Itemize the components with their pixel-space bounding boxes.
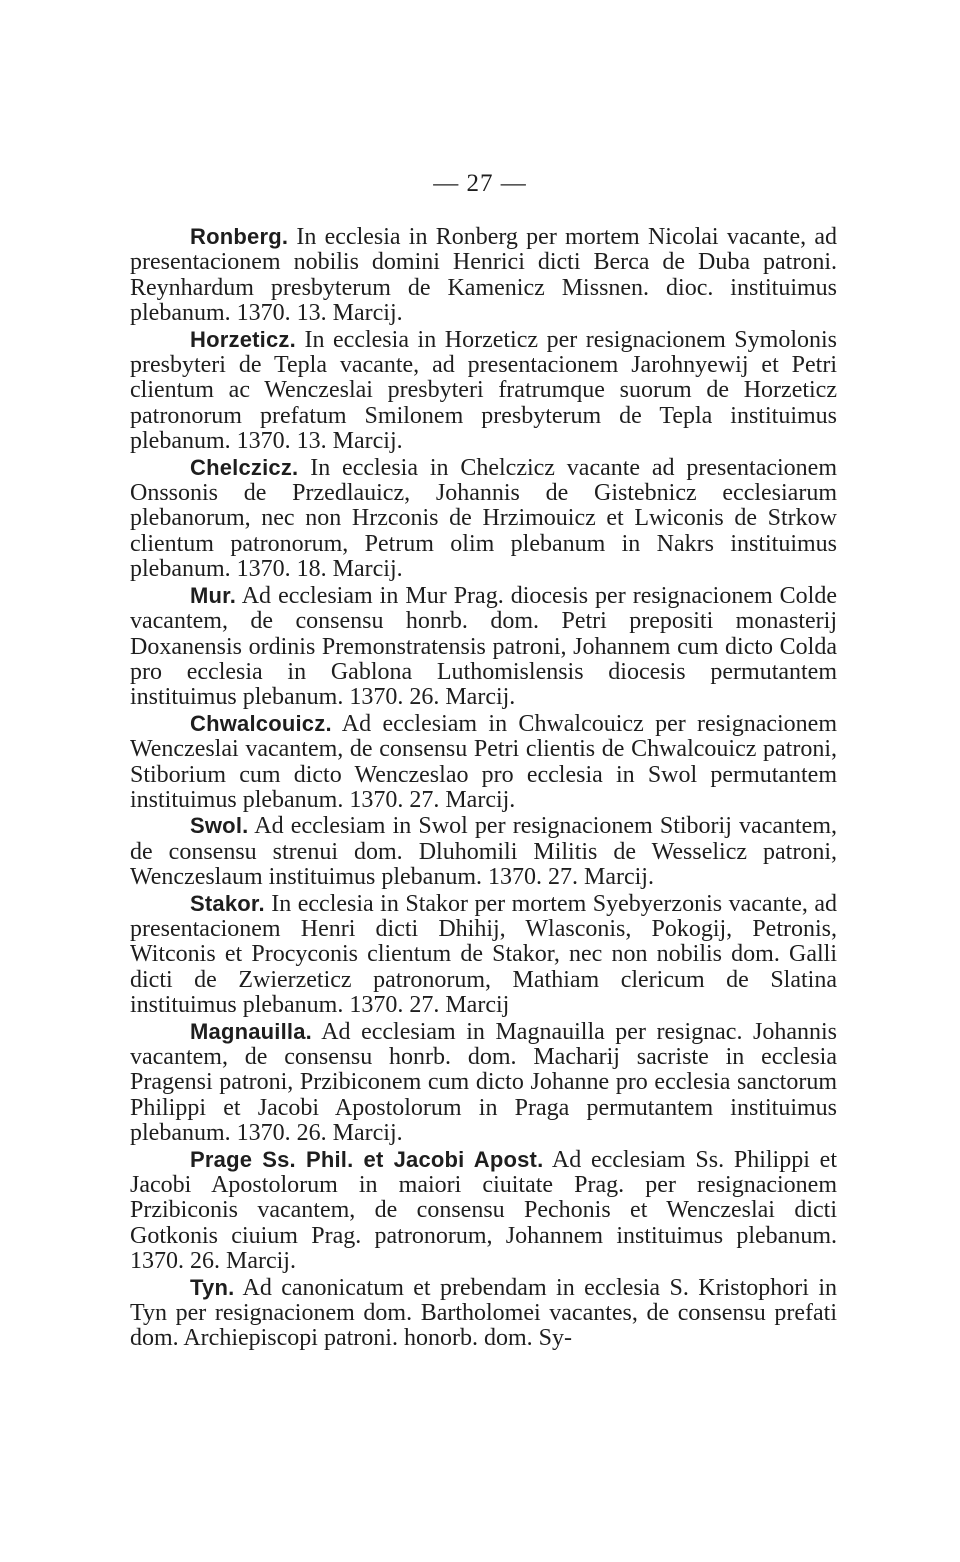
entry-text: Ad ecclesiam in Mur Prag. diocesis per resignacionem Colde vacantem, de consensu honrb. dom. Petri prepositi monasterij Doxanensis ordinis Premonstratensis patroni, Johannem cum dicto Colda pro ecclesia in Gablona Luthomislensis diocesis permutantem instituimus plebanum. 1370. 26. Marcij. (130, 582, 837, 711)
entry-horzeticz (130, 327, 837, 455)
entry-heading: Tyn. (190, 1274, 235, 1300)
entry-stakor (130, 891, 837, 1019)
entry-ronberg (130, 224, 837, 327)
entry-tyn (130, 1275, 837, 1352)
entry-text: Ad canonicatum et prebendam in ecclesia S. Kristophori in Tyn per resignacionem dom. Bartholomei vacantes, de consensu prefati dom. Archiepiscopi patroni. honorb. dom. Sy- (130, 1274, 837, 1352)
entry-text: In ecclesia in Ronberg per mortem Nicolai vacante, ad presentacionem nobilis domini Henrici dicti Berca de Duba patroni. Reynhardum presbyterum de Kamenicz Missnen. dioc. instituimus plebanum. 1370. 13. Marcij. (130, 224, 837, 327)
entry-chwalcouicz (130, 711, 837, 814)
entry-heading: Mur. (190, 582, 237, 608)
entry-mur (130, 583, 837, 711)
entry-magnauilla (130, 1019, 837, 1147)
entries-list (130, 224, 837, 1352)
entry-heading: Prage Ss. Phil. et Jacobi Apost. (190, 1146, 544, 1172)
entry-heading: Chelczicz. (190, 454, 299, 480)
entry-chelczicz (130, 455, 837, 583)
page-number: — 27 — (433, 170, 527, 197)
entry-heading: Stakor. (190, 890, 265, 916)
entry-heading: Chwalcouicz. (190, 710, 332, 736)
entry-text: Ad ecclesiam Ss. Philippi et Jacobi Apostolorum in maiori ciuitate Prag. per resignacionem Przibiconis vacantem, de consensu Pechonis et Wenczeslai dicti Gotkonis ciuium Prag. patronorum, Johannem instituimus plebanum. 1370. 26. Marcij. (130, 1146, 837, 1275)
entry-heading: Swol. (190, 813, 249, 839)
entry-prage (130, 1147, 837, 1275)
entry-text: In ecclesia in Stakor per mortem Syebyerzonis vacante, ad presentacionem Henri dicti Dhihij, Wlasconis, Pokogij, Petronis, Witconis et Procyconis clientum de Stakor, nec non nobilis dom. Galli dicti de Zwierzeticz patronorum, Mathiam clericum de Slatina instituimus plebanum. 1370. 27. Marcij (130, 890, 837, 1019)
entry-heading: Magnauilla. (190, 1018, 312, 1044)
entry-text: In ecclesia in Chelczicz vacante ad presentacionem Onssonis de Przedlauicz, Johannis de Gistebnicz ecclesiarum plebanorum, nec non Hrzconis de Hrzimouicz et Lwiconis de Strkow clientum patronorum, Petrum olim plebanum in Nakrs instituimus plebanum. 1370. 18. Marcij. (130, 454, 837, 583)
entry-text: Ad ecclesiam in Chwalcouicz per resignacionem Wenczeslai vacantem, de consensu Petri clientis de Chwalcouicz patroni, Stiborium cum dicto Wenczeslao pro ecclesia in Swol permutantem instituimus plebanum. 1370. 27. Marcij. (130, 710, 837, 813)
entry-swol (130, 813, 837, 890)
entry-text: Ad ecclesiam in Magnauilla per resignac. Johannis vacantem, de consensu honrb. dom. Macharij sacriste in ecclesia Pragensi patroni, Przibiconem cum dicto Johanne pro ecclesia sanctorum Philippi et Jacobi Apostolorum in Praga permutantem instituimus plebanum. 1370. 26. Marcij. (130, 1018, 837, 1147)
entry-heading: Horzeticz. (190, 326, 296, 352)
entry-text: In ecclesia in Horzeticz per resignacionem Symolonis presbyteri de Tepla vacante, ad presentacionem Jarohnyewij et Petri clientum ac Wenczeslai presbyteri fratrumque suorum de Horzeticz patronorum prefatum Smilonem presbyterum de Tepla instituimus plebanum. 1370. 13. Marcij. (130, 326, 837, 455)
entry-heading: Ronberg. (190, 224, 289, 249)
entry-text: Ad ecclesiam in Swol per resignacionem Stiborij vacantem, de consensu strenui dom. Dluhomili Militis de Wesselicz patroni, Wenczeslaum instituimus plebanum. 1370. 27. Marcij. (130, 813, 837, 891)
